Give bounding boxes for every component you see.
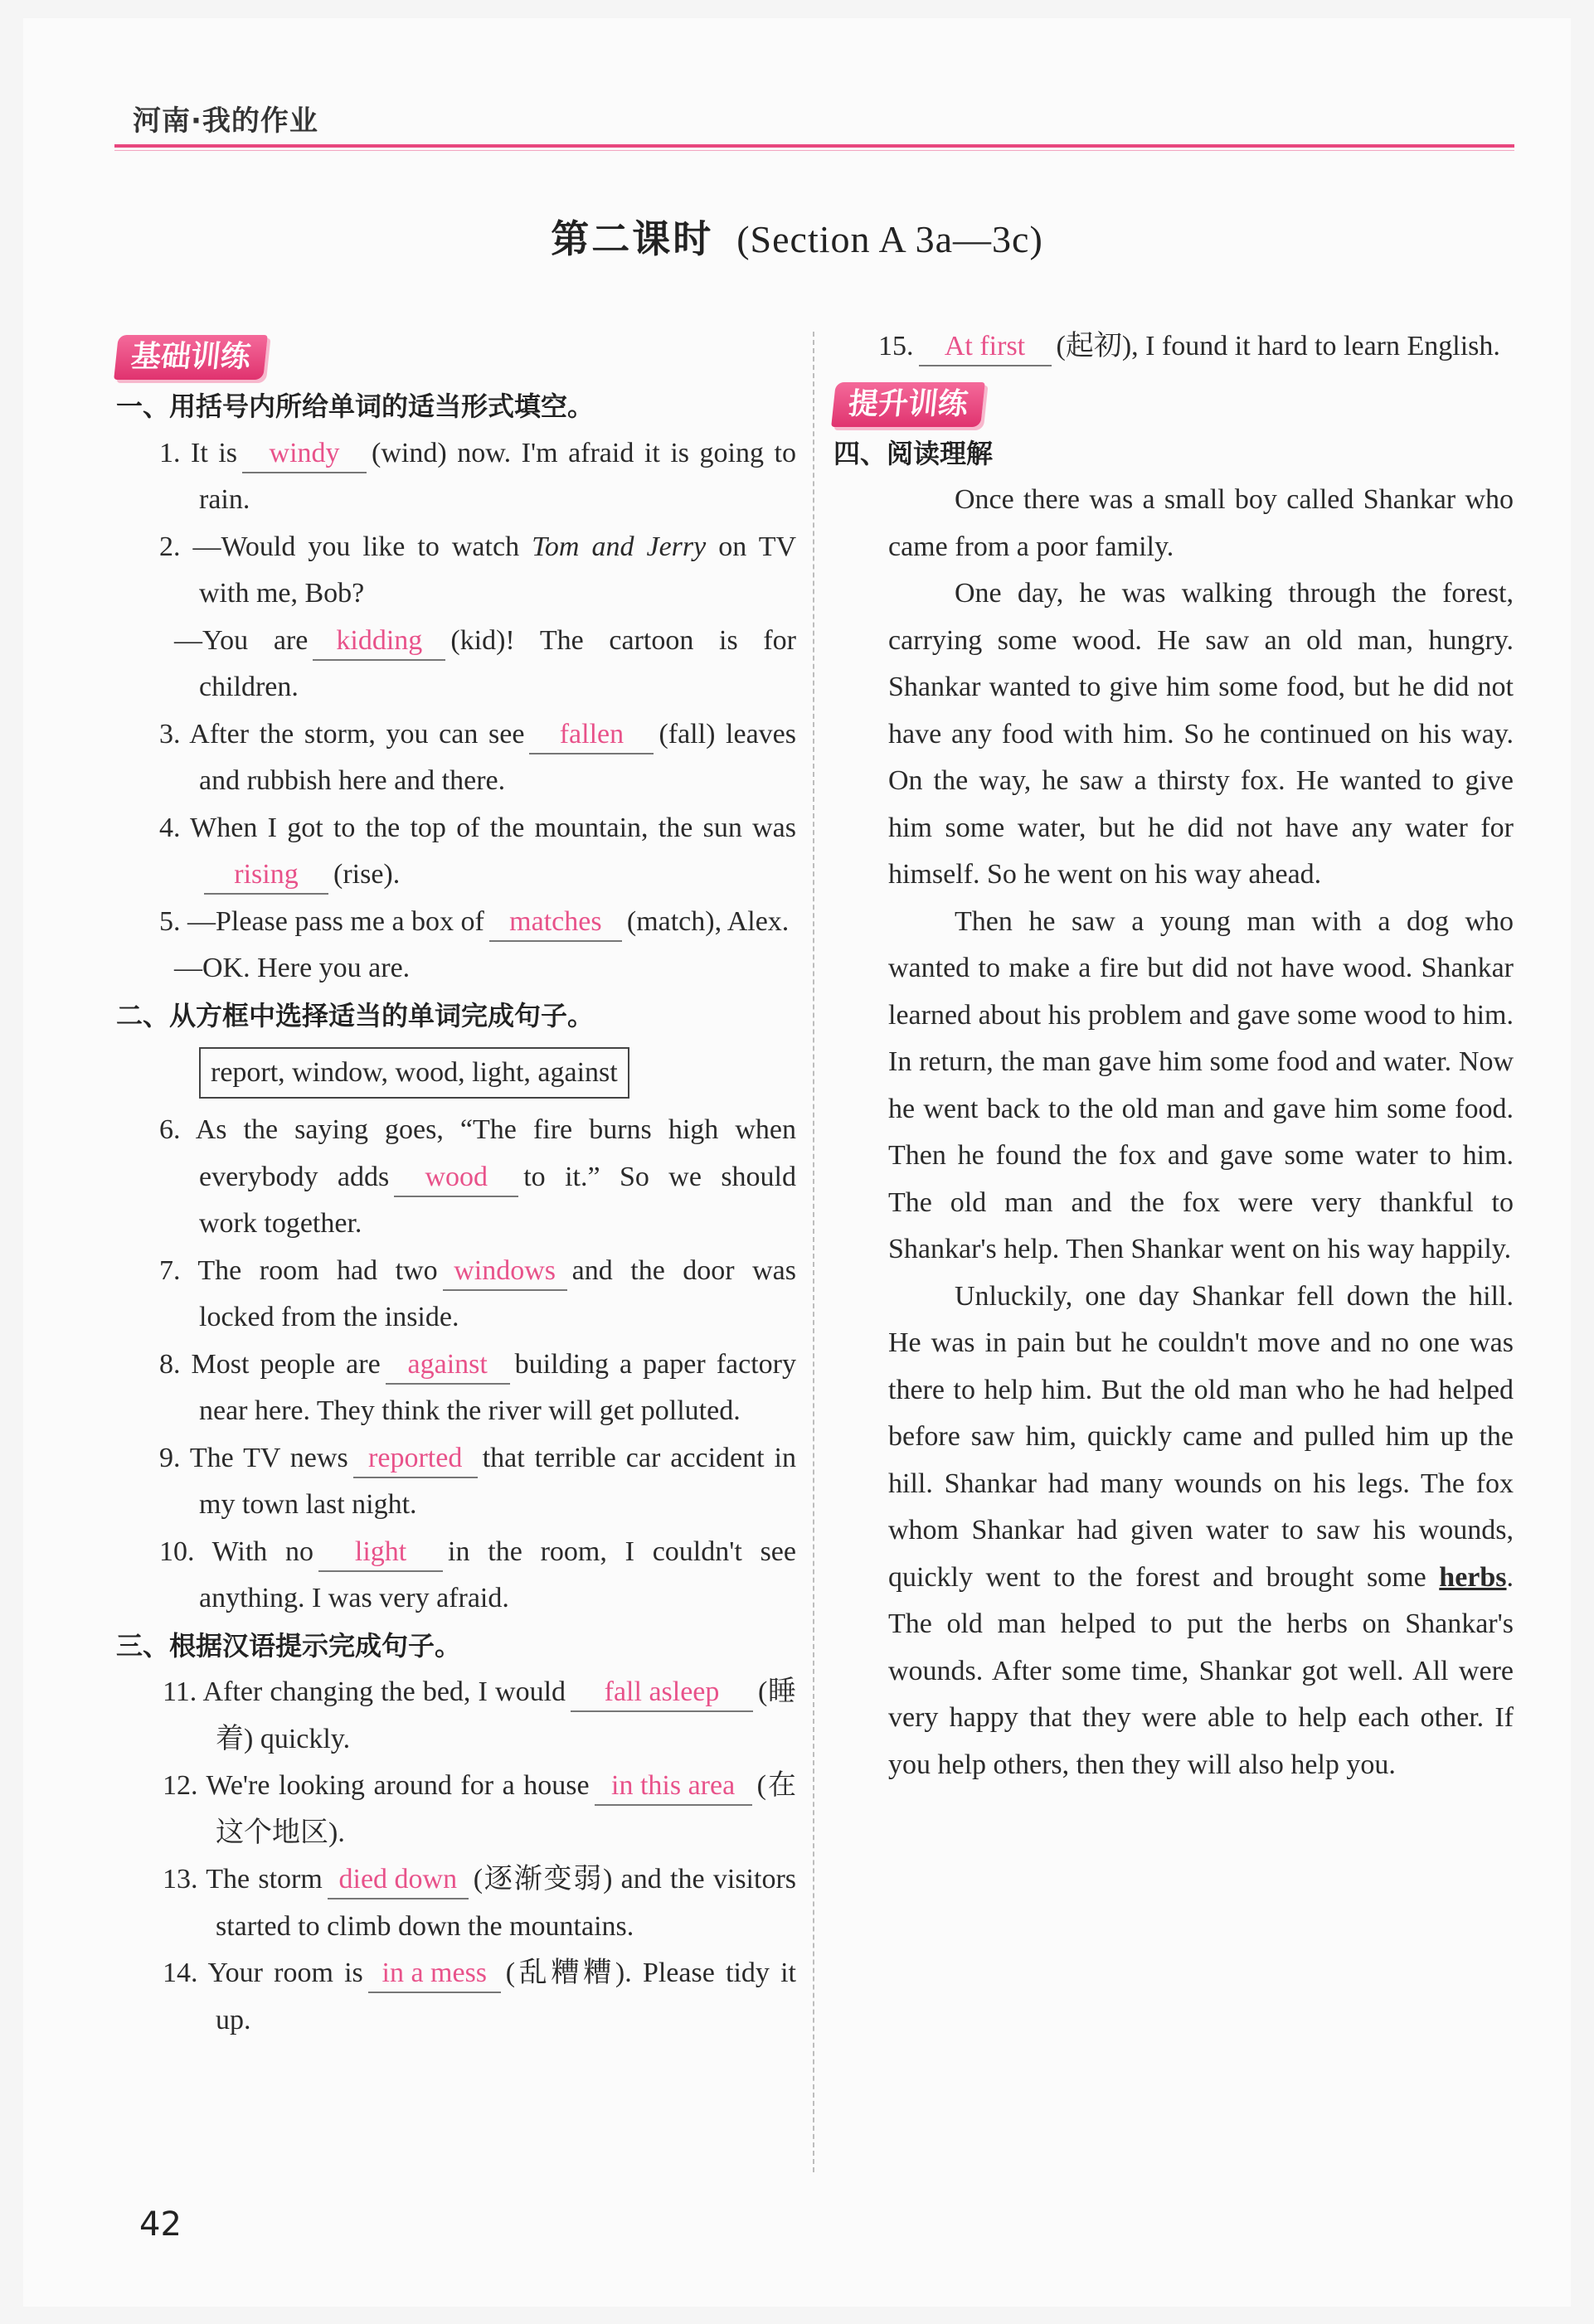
q10-text-b: in the room, I couldn't see anything. I was very afraid.	[199, 1536, 796, 1613]
q12-text-a: We're looking around for a house	[206, 1770, 590, 1801]
q7-text-a: The room had two	[197, 1254, 438, 1286]
q6-number: 6.	[159, 1114, 181, 1145]
q1-answer[interactable]: windy	[242, 435, 367, 473]
badge-basic-training: 基础训练	[114, 335, 268, 380]
q12-number: 12.	[163, 1770, 198, 1801]
q8-number: 8.	[159, 1348, 181, 1380]
q11-text-a: After changing the bed, I would	[202, 1676, 566, 1707]
q11-number: 11.	[163, 1676, 197, 1707]
section-3-heading: 三、根据汉语提示完成句子。	[116, 1629, 462, 1662]
q2-text-a: —Would you like to watch	[192, 531, 520, 562]
q3-answer[interactable]: fallen	[529, 716, 654, 754]
badge-advanced-training: 提升训练	[831, 382, 985, 427]
q4-text-a: When I got to the top of the mountain, the sun was	[190, 812, 796, 843]
reading-p4-part-b: . The old man helped to put the herbs on Shankar's wounds. After some time, Shankar got well. All were very happy that they were able to help each other. If you help others, then they will also help you.	[888, 1561, 1514, 1780]
question-9	[116, 1435, 796, 1529]
question-3	[116, 711, 796, 805]
question-5-reply: —OK. Here you are.	[174, 953, 411, 983]
question-4	[116, 805, 796, 899]
q5-answer[interactable]: matches	[489, 904, 622, 942]
word-box: report, window, wood, light, against	[199, 1047, 629, 1099]
q1-text-a: It is	[191, 437, 238, 468]
reading-paragraph-3: Then he saw a young man with a dog who wanted to make a fire but did not have wood. Shankar learned about his problem and gave some wood to him. In return, the man gave him some food and water. Now he went back to the old man and gave him some food. Then he found the fox and gave some water to him. The old man and the fox were very thankful to Shankar's help. Then Shankar went on his way happily.	[888, 905, 1514, 1264]
question-2-reply	[116, 618, 796, 711]
q4-answer[interactable]: rising	[204, 856, 328, 895]
q14-text-b: (乱糟糟). Please tidy it up.	[216, 1958, 796, 2035]
question-6	[116, 1107, 796, 1248]
question-13	[116, 1856, 796, 1950]
question-10	[116, 1529, 796, 1623]
q10-answer[interactable]: light	[318, 1534, 443, 1572]
question-11	[116, 1669, 796, 1763]
question-15	[833, 323, 1514, 371]
q4-text-b: (rise).	[333, 859, 401, 890]
reading-paragraph-2: One day, he was walking through the forest, carrying some wood. He saw an old man, hungry. Shankar wanted to give him some food, but he did not have any food with him. So he continued on his way. On the way, he saw a thirsty fox. He wanted to give him some water, but he did not have any water for himself. So he went on his way ahead.	[888, 578, 1514, 890]
q7-number: 7.	[159, 1254, 181, 1286]
q13-text-a: The storm	[206, 1864, 323, 1895]
lesson-title-en: (Section A 3a—3c)	[736, 218, 1043, 260]
q2-text-b: on TV with me, Bob?	[199, 531, 797, 609]
reading-paragraph-1: Once there was a small boy called Shankar who came from a poor family.	[888, 484, 1514, 562]
q8-text-a: Most people are	[191, 1348, 381, 1380]
q13-text-b: (逐渐变弱) and the visitors started to climb down the mountains.	[216, 1864, 797, 1942]
q11-answer[interactable]: fall asleep	[571, 1674, 753, 1712]
q9-text-a: The TV news	[189, 1442, 348, 1473]
q3-number: 3.	[159, 718, 181, 750]
section-4-heading: 四、阅读理解	[833, 437, 994, 469]
q12-text-b: (在这个地区).	[216, 1770, 796, 1848]
q13-answer[interactable]: died down	[328, 1861, 469, 1899]
q2-title-italic: Tom and Jerry	[532, 531, 707, 562]
header-rule-thin	[114, 150, 1514, 151]
q5-number: 5.	[159, 905, 181, 937]
q10-text-a: With no	[211, 1536, 314, 1567]
q5-text-a: —Please pass me a box of	[187, 905, 484, 937]
header-title: 河南·我的作业	[133, 104, 318, 138]
q2-text-d: (kid)! The cartoon is for children.	[199, 624, 796, 702]
q6-answer[interactable]: wood	[394, 1159, 518, 1197]
q2-answer[interactable]: kidding	[313, 623, 445, 661]
keyword-herbs: herbs	[1439, 1561, 1507, 1593]
q11-text-b: (睡着) quickly.	[216, 1676, 796, 1754]
question-1	[116, 430, 796, 524]
q6-text-a: As the saying goes, “The fire burns high when everybody adds	[195, 1114, 796, 1192]
column-divider	[813, 332, 814, 2172]
q10-number: 10.	[159, 1536, 195, 1567]
question-12	[116, 1763, 796, 1856]
q9-number: 9.	[159, 1442, 181, 1473]
q2-number: 2.	[159, 531, 181, 562]
q4-number: 4.	[159, 812, 181, 843]
q13-number: 13.	[163, 1864, 198, 1895]
q9-answer[interactable]: reported	[353, 1440, 478, 1478]
question-7	[116, 1248, 796, 1342]
reading-paragraph-4	[888, 1274, 1514, 1789]
header-rule	[114, 144, 1514, 148]
q15-answer[interactable]: At first	[919, 328, 1052, 366]
page-number: 42	[139, 2205, 182, 2244]
lesson-title-cn: 第二课时	[551, 216, 714, 261]
q7-answer[interactable]: windows	[443, 1253, 567, 1291]
q14-text-a: Your room is	[207, 1958, 363, 1988]
q3-text-a: After the storm, you can see	[189, 718, 525, 750]
q14-answer[interactable]: in a mess	[368, 1955, 501, 1993]
reading-p4-part-a: Unluckily, one day Shankar fell down the hill. He was in pain but he couldn't move and no one was there to help him. But the old man who he had helped before saw him, quickly came and pulled him up the hill. Shankar had many wounds on his legs. The fox whom Shankar had given water to saw his wounds, quickly went to the forest and brought some	[888, 1280, 1514, 1593]
section-1-heading: 一、用括号内所给单词的适当形式填空。	[116, 391, 595, 422]
q6-text-b: to it.” So we should work together.	[199, 1161, 796, 1239]
q5-text-b: (match), Alex.	[626, 905, 790, 937]
q9-text-b: that terrible car accident in my town last night.	[199, 1442, 796, 1520]
q8-text-b: building a paper factory near here. They think the river will get polluted.	[199, 1348, 796, 1426]
q7-text-b: and the door was locked from the inside.	[199, 1254, 797, 1332]
q14-number: 14.	[163, 1958, 198, 1988]
left-column	[116, 323, 796, 2044]
question-14	[116, 1950, 796, 2044]
q8-answer[interactable]: against	[386, 1346, 510, 1385]
question-2	[116, 524, 796, 618]
q15-number: 15.	[878, 331, 914, 361]
q1-number: 1.	[159, 437, 181, 468]
q3-text-b: (fall) leaves and rubbish here and there.	[199, 718, 797, 796]
question-8	[116, 1342, 796, 1435]
reading-passage	[833, 477, 1514, 1788]
section-2-heading: 二、从方框中选择适当的单词完成句子。	[116, 999, 595, 1031]
q15-text-b: (起初), I found it hard to learn English.	[1056, 331, 1500, 361]
question-5	[116, 899, 796, 946]
right-column	[833, 323, 1514, 1788]
q12-answer[interactable]: in this area	[595, 1768, 752, 1806]
q1-text-b: (wind) now. I'm afraid it is going to rain.	[199, 437, 796, 515]
q2-text-c: —You are	[174, 624, 309, 656]
lesson-title	[0, 209, 1594, 264]
